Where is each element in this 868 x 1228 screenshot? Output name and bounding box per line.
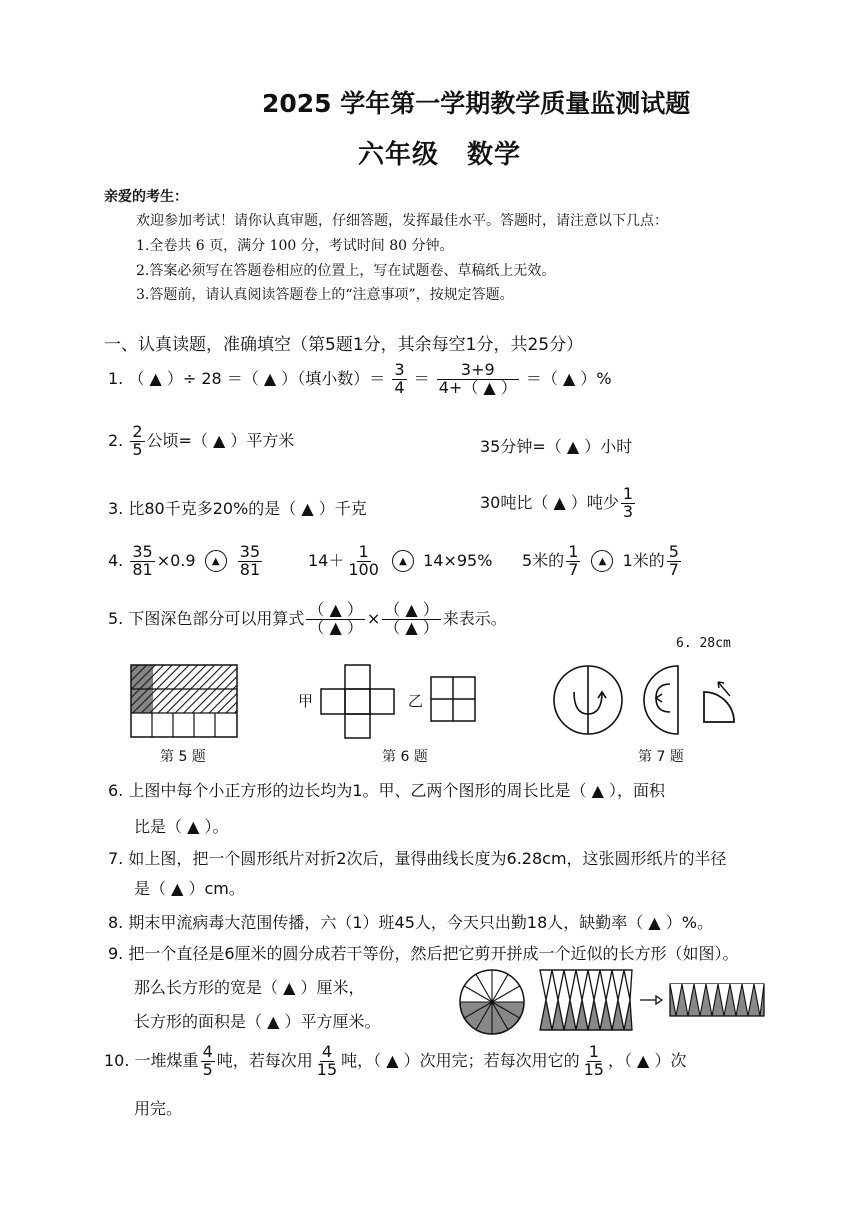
question-9-line3: 长方形的面积是（ ▲ ）平方厘米。 [134, 1012, 381, 1031]
q1-part-b: ＝（ ▲ ）% [525, 368, 612, 388]
fraction: $\frac{1}{7}$ [568, 542, 579, 579]
figure-7-folding [552, 652, 762, 744]
note-1: 1.全卷共 6 页，满分 100 分，考试时间 80 分钟。 [136, 238, 454, 254]
grade-label: 六年级 [358, 140, 440, 170]
question-6: 6. 上图中每个小正方形的边长均为1。甲、乙两个图形的周长比是（ ▲ ），面积 [108, 781, 666, 800]
note-3: 3.答题前，请认真阅读答题卷上的“注意事项”，按规定答题。 [136, 287, 514, 303]
fraction: $\frac{4}{5}$ [202, 1042, 213, 1079]
question-5: 5. 下图深色部分可以用算式 $\frac{( ▲ )}{( ▲ )}$ × $\frac{( ▲ )}{( ▲ )}$ 来表示。 [108, 600, 507, 637]
compare-blank: ▲ [392, 550, 414, 572]
question-7: 7. 如上图，把一个圆形纸片对折2次后，量得曲线长度为6.28cm，这张圆形纸片的半径 [108, 849, 727, 868]
figure-5-grid [130, 664, 240, 738]
label-jia: 甲 [298, 692, 314, 710]
question-4-middle: 14＋ $\frac{1}{100}$ ▲ 14×95% [308, 542, 493, 579]
fraction: $\frac{35}{81}$ [132, 542, 153, 579]
fraction: $\frac{5}{7}$ [668, 542, 679, 579]
question-number: 7. [108, 849, 124, 868]
question-number: 4. [108, 550, 124, 570]
fraction: $\frac{( ▲ )}{( ▲ )}$ [384, 600, 439, 637]
fraction: $\frac{1}{15}$ [583, 1042, 604, 1079]
subject-label: 数学 [467, 140, 522, 170]
question-number: 8. [108, 913, 124, 932]
question-1: 1. （ ▲ ）÷ 28 ＝（ ▲ ）（填小数）＝ $\frac{3}{4}$ ＝ $\frac{3+9}{4+( ▲ )}$ ＝（ ▲ ）% [108, 360, 612, 397]
fraction: $\frac{2}{5}$ [132, 422, 143, 459]
question-6-line2: 比是（ ▲ ）。 [134, 817, 229, 836]
question-number: 9. [108, 944, 124, 963]
figure-6-cross [320, 664, 396, 740]
fraction: $\frac{1}{100}$ [348, 542, 379, 579]
page-subtitle [358, 134, 521, 171]
question-4: 4. $\frac{35}{81}$ ×0.9 ▲ $\frac{35}{81}$ [108, 542, 261, 579]
compare-blank: ▲ [205, 550, 227, 572]
compare-blank: ▲ [591, 550, 613, 572]
fraction: $\frac{1}{3}$ [622, 484, 634, 521]
question-7-line2: 是（ ▲ ）cm。 [134, 879, 245, 898]
caption-figure-7: 第 7 题 [638, 749, 684, 765]
fraction: $\frac{35}{81}$ [239, 542, 261, 579]
question-4-right: 5米的 $\frac{1}{7}$ ▲ 1米的 $\frac{5}{7}$ [522, 542, 679, 579]
welcome-text: 欢迎参加考试！请你认真审题，仔细答题，发挥最佳水平。答题时，请注意以下几点： [136, 213, 668, 229]
question-number: 3. [108, 499, 124, 518]
question-10-line2: 用完。 [134, 1099, 183, 1118]
question-number: 6. [108, 781, 124, 800]
question-number: 5. [108, 608, 124, 628]
question-2: 2. $\frac{2}{5}$ 公顷=（ ▲ ）平方米 [108, 422, 295, 459]
label-yi: 乙 [408, 692, 424, 710]
figure-9-circle-to-rectangle [456, 966, 768, 1036]
caption-figure-6: 第 6 题 [382, 749, 428, 765]
question-2-right: 35分钟=（ ▲ ）小时 [480, 437, 633, 456]
question-10: 10. 一堆煤重 $\frac{4}{5}$ 吨，若每次用 $\frac{4}{15}$ 吨，（ ▲ ）次用完；若每次用它的 $\frac{1}{15}$ ，（ ▲ ）次 [104, 1042, 687, 1079]
caption-figure-5: 第 5 题 [160, 749, 206, 765]
question-number: 10. [104, 1050, 130, 1070]
question-3-right: 30吨比（ ▲ ）吨少 $\frac{1}{3}$ [480, 484, 634, 521]
question-8: 8. 期末甲流病毒大范围传播，六（1）班45人，今天只出勤18人，缺勤率（ ▲ ）%。 [108, 913, 713, 932]
fraction: $\frac{( ▲ )}{( ▲ )}$ [308, 600, 363, 637]
page-title: 2025 学年第一学期教学质量监测试题 [262, 89, 691, 118]
figure-6-square [430, 676, 478, 724]
question-number: 2. [108, 430, 124, 450]
question-3: 3. 比80千克多20%的是（ ▲ ）千克 [108, 499, 367, 518]
question-9-line2: 那么长方形的宽是（ ▲ ）厘米， [134, 978, 365, 997]
greeting: 亲爱的考生： [104, 189, 188, 205]
question-9: 9. 把一个直径是6厘米的圆分成若干等份，然后把它剪开拼成一个近似的长方形（如图）。 [108, 944, 739, 963]
section-heading: 一、认真读题，准确填空（第5题1分，其余每空1分，共25分） [104, 335, 584, 355]
q1-part-a: （ ▲ ）÷ 28 ＝（ ▲ ）（填小数）＝ [128, 368, 386, 388]
question-number: 1. [108, 368, 124, 388]
note-2: 2.答案必须写在答题卷相应的位置上，写在试题卷、草稿纸上无效。 [136, 263, 556, 279]
fraction: $\frac{3+9}{4+( ▲ )}$ [438, 360, 517, 397]
fraction: $\frac{3}{4}$ [394, 360, 405, 397]
fraction: $\frac{4}{15}$ [316, 1042, 338, 1079]
curve-length-label: 6. 28cm [676, 636, 731, 651]
